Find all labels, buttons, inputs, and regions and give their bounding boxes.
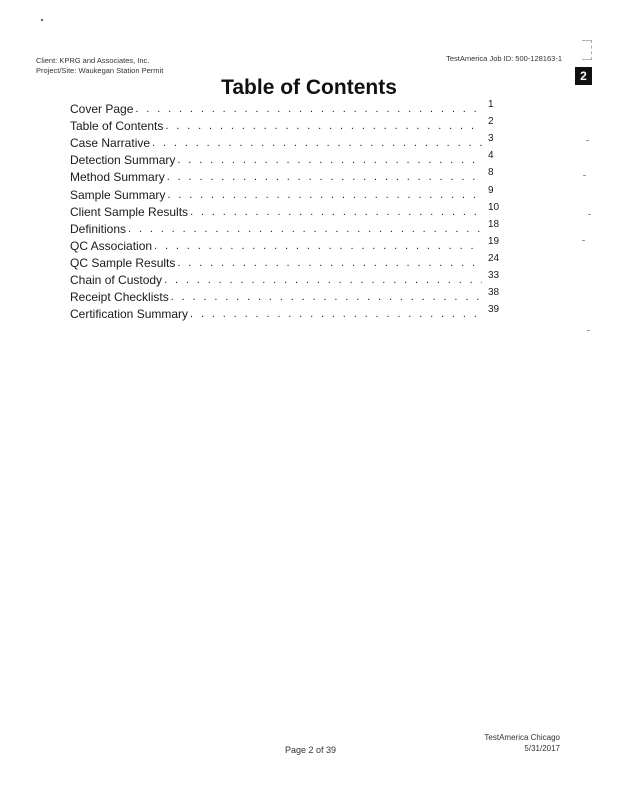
toc-entry[interactable] bbox=[70, 99, 510, 116]
report-date: 5/31/2017 bbox=[524, 744, 560, 753]
toc-entry[interactable] bbox=[70, 219, 510, 236]
toc-entry[interactable] bbox=[70, 236, 510, 253]
toc-entry[interactable] bbox=[70, 202, 510, 219]
toc-entry-label: Method Summary bbox=[70, 170, 165, 185]
table-of-contents bbox=[70, 99, 510, 321]
toc-entry[interactable] bbox=[70, 287, 510, 304]
toc-leader-dots bbox=[154, 240, 482, 252]
toc-entry-label: QC Sample Results bbox=[70, 255, 176, 270]
toc-entry-page: 18 bbox=[488, 218, 500, 230]
toc-entry[interactable] bbox=[70, 253, 510, 270]
toc-leader-dots bbox=[165, 120, 482, 132]
toc-entry-page: 19 bbox=[488, 235, 500, 247]
toc-entry-page: 9 bbox=[488, 184, 494, 196]
toc-entry[interactable] bbox=[70, 304, 510, 321]
toc-leader-dots bbox=[171, 291, 482, 303]
toc-entry-label: Detection Summary bbox=[70, 153, 176, 168]
toc-entry[interactable] bbox=[70, 270, 510, 287]
toc-entry-label: Client Sample Results bbox=[70, 204, 189, 219]
header-client-info bbox=[36, 56, 163, 76]
toc-entry[interactable] bbox=[70, 150, 510, 167]
toc-leader-dots bbox=[135, 103, 482, 115]
scan-speck bbox=[586, 140, 589, 141]
toc-entry-page: 38 bbox=[488, 287, 500, 299]
lab-name: TestAmerica Chicago bbox=[484, 733, 560, 742]
toc-entry-label: Receipt Checklists bbox=[70, 290, 169, 305]
toc-entry-label: Certification Summary bbox=[70, 307, 189, 322]
toc-leader-dots bbox=[177, 257, 482, 269]
tab-edge-mark bbox=[582, 40, 592, 60]
scan-speck bbox=[588, 214, 591, 215]
project-site: Project/Site: Waukegan Station Permit bbox=[36, 66, 164, 75]
toc-entry-page: 10 bbox=[488, 201, 500, 213]
toc-entry-page: 3 bbox=[488, 133, 494, 145]
toc-leader-dots bbox=[167, 171, 482, 183]
toc-entry-label: Chain of Custody bbox=[70, 273, 163, 288]
toc-leader-dots bbox=[190, 206, 482, 218]
toc-entry-page: 1 bbox=[488, 99, 494, 111]
job-id: TestAmerica Job ID: 500-128163-1 bbox=[446, 54, 562, 63]
toc-leader-dots bbox=[190, 308, 482, 320]
toc-entry-page: 39 bbox=[488, 304, 500, 316]
client-name: Client: KPRG and Associates, Inc. bbox=[36, 56, 150, 65]
page-number: Page 2 of 39 bbox=[285, 745, 337, 755]
toc-entry-page: 24 bbox=[488, 252, 500, 264]
toc-entry-label: Sample Summary bbox=[70, 187, 166, 202]
toc-leader-dots bbox=[164, 274, 482, 286]
toc-leader-dots bbox=[152, 137, 482, 149]
toc-entry-label: Definitions bbox=[70, 221, 127, 236]
toc-entry-label: Table of Contents bbox=[70, 119, 164, 134]
toc-entry[interactable] bbox=[70, 116, 510, 133]
scan-speck bbox=[582, 240, 585, 241]
toc-leader-dots bbox=[167, 189, 482, 201]
toc-entry-label: QC Association bbox=[70, 238, 153, 253]
toc-entry-page: 2 bbox=[488, 116, 494, 128]
section-tab-badge: 2 bbox=[575, 67, 592, 85]
toc-entry-label: Cover Page bbox=[70, 102, 134, 117]
footer-lab-info bbox=[484, 732, 560, 754]
scan-speck bbox=[587, 330, 590, 331]
toc-entry[interactable] bbox=[70, 167, 510, 184]
toc-entry[interactable] bbox=[70, 133, 510, 150]
page-title: Table of Contents bbox=[221, 76, 397, 99]
scan-speck bbox=[41, 19, 43, 21]
toc-leader-dots bbox=[128, 223, 482, 235]
toc-leader-dots bbox=[177, 154, 482, 166]
scan-speck bbox=[583, 175, 586, 176]
toc-entry-page: 8 bbox=[488, 167, 494, 179]
toc-entry-page: 33 bbox=[488, 270, 500, 282]
toc-entry-page: 4 bbox=[488, 150, 494, 162]
toc-entry[interactable] bbox=[70, 184, 510, 201]
toc-entry-label: Case Narrative bbox=[70, 136, 151, 151]
